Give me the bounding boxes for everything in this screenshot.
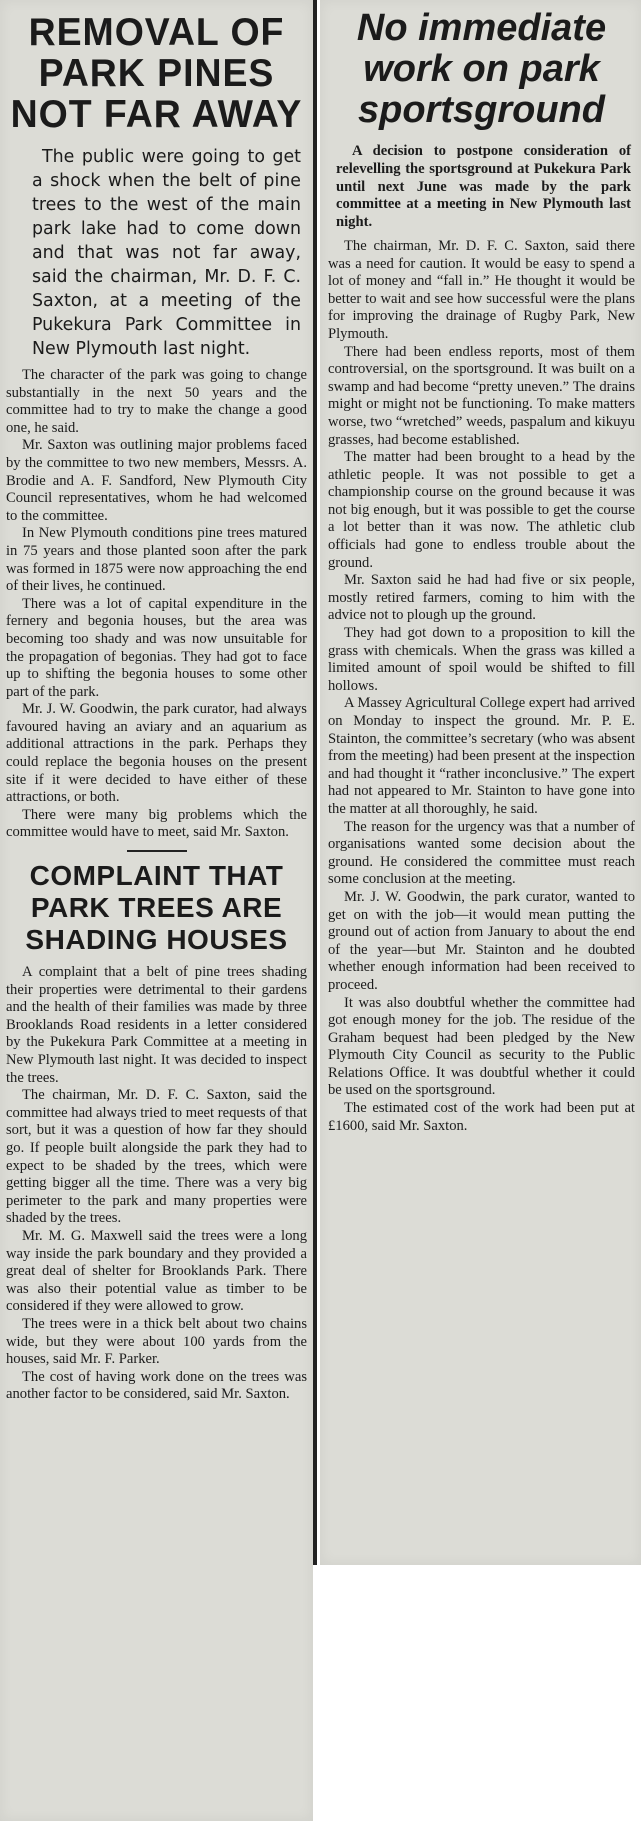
paragraph: A Massey Agricultural College expert had arrived on Monday to inspect the ground. Mr. P. E. Stainton, the committee’s secretary (who was absent from the meeting) had been present at the inspection and had thought it “rather inconclusive.” The expert had not appeared to Mr. Stainton to have gone into the matter at all thoroughly, he said. — [328, 695, 635, 817]
paragraph: The trees were in a thick belt about two chains wide, but they were about 100 yards from the houses, said Mr. F. Parker. — [6, 1315, 307, 1368]
story-separator — [127, 850, 187, 852]
left-column — [4, 0, 309, 1404]
headline-removal-of-park-pines — [10, 12, 303, 135]
headline-line: PARK TREES ARE — [30, 892, 283, 924]
paragraph: The reason for the urgency was that a number of organisations wanted some decision about the ground. He considered the committee must reach some conclusion at the meeting. — [328, 818, 635, 888]
paragraph: A complaint that a belt of pine trees shading their properties were detrimental to their gardens and the health of their families was made by three Brooklands Road residents in a letter considered by the Pukekura Park Committee at a meeting in New Plymouth last night. It was decided to inspect the trees. — [6, 964, 307, 1086]
paragraph: The cost of having work done on the trees was another factor to be considered, said Mr. Saxton. — [6, 1368, 307, 1403]
paragraph: The chairman, Mr. D. F. C. Saxton, said the committee had always tried to meet requests of that sort, but it was a question of how far they should go. If people built alongside the park they had to expect to be shaded by the trees, which were getting bigger all the time. There was a very big perimeter to the park and many properties were shaded by the trees. — [6, 1087, 307, 1227]
paragraph: Mr. J. W. Goodwin, the park curator, wanted to get on with the job—it would mean putting the ground out of action from January to about the end of the year—but Mr. Stainton and he doubted whether enough information had been received to proceed. — [328, 888, 635, 993]
headline-line: REMOVAL OF — [28, 11, 285, 54]
story-removal-of-park-pines — [4, 12, 309, 842]
column-rule — [313, 0, 317, 1565]
headline-no-immediate-work — [326, 8, 637, 131]
intro-paragraph: A decision to postpone consideration of relevelling the sportsground at Pukekura Park until next June was made by the park committee at a meeting in New Plymouth last night. — [336, 143, 631, 231]
paragraph: It was also doubtful whether the committee had got enough money for the job. The residue of the Graham bequest had been pledged by the New Plymouth City Council as security to the Public Relations Office. It was doubtful whether it could be used on the sportsground. — [328, 994, 635, 1099]
paragraph: The estimated cost of the work had been put at £1600, said Mr. Saxton. — [328, 1100, 635, 1134]
right-column — [326, 0, 637, 1135]
paragraph: They had got down to a proposition to kill the grass with chemicals. When the grass was killed a limited amount of spoil would be shifted to fill hollows. — [328, 625, 635, 694]
headline-line: sportsground — [358, 89, 605, 131]
paragraph: There had been endless reports, most of them controversial, on the sportsground. It was built on a swamp and had become “pretty uneven.” The drains might or might not be functioning. To make matters worse, two “wretched” weeds, paspalum and kikuyu grasses, had become established. — [328, 343, 635, 448]
paragraph: There was a lot of capital expenditure in the fernery and begonia houses, but the area was becoming too shady and was now unsuitable for the propagation of begonias. They had got to face up to shifting the begonia houses to some other part of the park. — [6, 595, 307, 700]
headline-line: COMPLAINT THAT — [29, 860, 284, 892]
headline-line: NOT FAR AWAY — [10, 93, 303, 136]
paragraph: Mr. Saxton was outlining major problems faced by the committee to two new members, Messrs. A. Brodie and A. F. Sandford, New Plymouth City Council representatives, whom he had welcomed to the committee. — [6, 437, 307, 524]
headline-line: No immediate — [356, 7, 607, 49]
story-no-immediate-work — [326, 8, 637, 1135]
paragraph: Mr. Saxton said he had had five or six people, mostly retired farmers, coming to him with the advice not to plough up the ground. — [328, 572, 635, 624]
story-complaint-park-trees — [4, 860, 309, 1404]
paragraph: There were many big problems which the committee would have to meet, said Mr. Saxton. — [6, 806, 307, 841]
paragraph: The matter had been brought to a head by the athletic people. It was not possible to get a championship course on the ground because it was not big enough, but it was possible to get the course a lot better than it was now. The athletic club officials had gone to endless trouble about the ground. — [328, 449, 635, 571]
paragraph: Mr. J. W. Goodwin, the park curator, had always favoured having an aviary and an aquarium as additional attractions in the park. Perhaps they could replace the begonia houses on the present site if it were decided to have either of these attractions, or both. — [6, 701, 307, 806]
paragraph: The character of the park was going to change substantially in the next 50 years and the committee had to try to make the change a good one, he said. — [6, 367, 307, 436]
headline-line: SHADING HOUSES — [25, 924, 288, 956]
paragraph: The chairman, Mr. D. F. C. Saxton, said there was a need for caution. It would be easy to spend a lot of money and “fall in.” He thought it would be better to wait and see how successful were the plans for improving the drainage of Rugby Park, New Plymouth. — [328, 237, 635, 342]
headline-complaint-park-trees — [4, 860, 309, 956]
paragraph: Mr. M. G. Maxwell said the trees were a long way inside the park boundary and they provided a great deal of shelter for Brooklands Park. There was also their potential value as timber to be considered if they were allowed to grow. — [6, 1227, 307, 1315]
lead-paragraph: The public were going to get a shock when the belt of pine trees to the west of the main park lake had to come down and that was not far away, said the chairman, Mr. D. F. C. Saxton, at a meeting of the Pukekura Park Committee in New Plymouth last night. — [32, 147, 301, 359]
paragraph: In New Plymouth conditions pine trees matured in 75 years and those planted soon after the park was formed in 1875 were now approaching the end of their lives, he continued. — [6, 525, 307, 595]
headline-line: work on park — [363, 48, 600, 90]
headline-line: PARK PINES — [38, 52, 275, 95]
